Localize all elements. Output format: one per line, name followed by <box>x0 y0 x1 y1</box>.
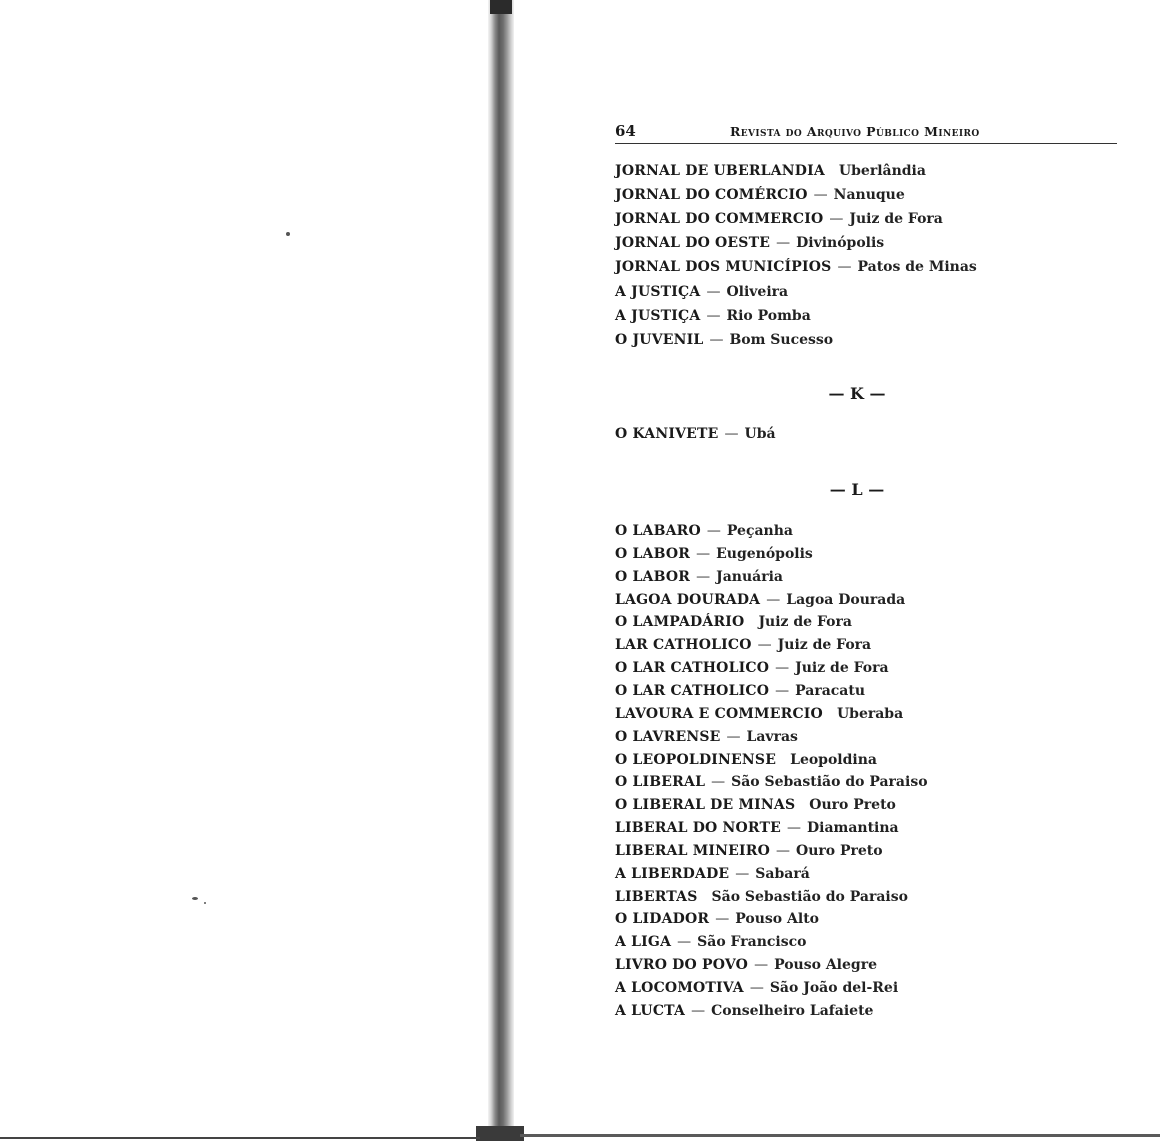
city-name: Rio Pomba <box>726 307 811 324</box>
index-entry <box>615 773 928 791</box>
newspaper-name: JORNAL DO COMMERCIO <box>615 211 824 228</box>
header-rule <box>615 143 1117 144</box>
city-name: Juiz de Fora <box>795 660 889 677</box>
separator-dash: — <box>696 545 711 562</box>
index-entry <box>615 186 905 204</box>
index-entry <box>615 682 865 700</box>
index-entry <box>615 1002 873 1020</box>
separator-dash: — <box>837 259 852 276</box>
newspaper-name: A LIBERDADE <box>615 865 730 882</box>
separator-dash: — <box>829 211 844 228</box>
newspaper-name: O JUVENIL <box>615 331 704 348</box>
newspaper-name: A LIGA <box>615 934 672 951</box>
index-entry <box>615 568 783 586</box>
city-name: Sabará <box>755 865 810 882</box>
city-name: Januária <box>716 568 783 585</box>
index-entry <box>615 545 813 563</box>
right-page <box>514 0 1160 1134</box>
separator-dash: — <box>749 980 764 996</box>
newspaper-name: A JUSTIÇA <box>615 307 701 324</box>
newspaper-name: LIVRO DO POVO <box>615 957 749 974</box>
index-entry <box>615 910 819 928</box>
separator-dash: — <box>724 426 739 442</box>
city-name: Ouro Preto <box>809 797 896 814</box>
city-name: Ouro Preto <box>796 842 883 859</box>
index-entry <box>615 636 871 654</box>
index-entry <box>615 751 877 769</box>
newspaper-name: JORNAL DO OESTE <box>615 235 771 252</box>
city-name: Lagoa Dourada <box>786 591 906 608</box>
page-number: 64 <box>615 122 636 140</box>
city-name: Juiz de Fora <box>777 637 872 654</box>
speck-mark <box>192 897 198 900</box>
newspaper-name: O LABOR <box>615 568 691 585</box>
section-heading-l: — L — <box>829 480 885 499</box>
index-entry <box>615 425 776 443</box>
index-entry <box>615 307 811 325</box>
newspaper-name: JORNAL DE UBERLANDIA <box>615 163 825 179</box>
index-entry <box>615 522 793 540</box>
separator-dash: — <box>691 1002 706 1019</box>
separator-dash: — <box>787 820 801 837</box>
newspaper-name: O LIDADOR <box>615 911 710 928</box>
city-name: São Francisco <box>697 934 807 951</box>
index-entry <box>615 659 889 677</box>
separator-dash: — <box>715 911 730 928</box>
newspaper-name: O LIBERAL DE MINAS <box>615 797 796 814</box>
separator-dash: — <box>776 842 791 859</box>
city-name: Lavras <box>746 728 798 745</box>
city-name: Leopoldina <box>790 751 877 768</box>
section-heading-k: — K — <box>828 384 886 403</box>
city-name: Pouso Alegre <box>774 957 877 974</box>
city-name: São Sebastião do Paraiso <box>731 774 928 791</box>
newspaper-name: O LIBERAL <box>615 774 706 791</box>
separator-dash: — <box>706 307 721 324</box>
newspaper-name: O LABOR <box>615 545 691 562</box>
newspaper-name: JORNAL DO COMÉRCIO <box>615 187 808 204</box>
newspaper-name: LAVOURA E COMMERCIO <box>615 705 823 722</box>
index-entry <box>615 162 926 180</box>
index-entry <box>615 705 903 723</box>
index-entry <box>615 819 899 837</box>
left-page <box>0 0 492 1141</box>
city-name: São João del-Rei <box>769 980 899 996</box>
city-name: Uberaba <box>836 705 904 722</box>
city-name: Uberlândia <box>838 163 926 179</box>
page-edge-right <box>520 1134 1160 1137</box>
city-name: Oliveira <box>726 283 789 300</box>
city-name: Diamantina <box>807 820 899 837</box>
separator-dash: — <box>754 957 769 974</box>
speck-mark <box>204 902 206 904</box>
speck-mark <box>286 232 290 236</box>
newspaper-name: O LEOPOLDINENSE <box>615 751 777 768</box>
index-entry <box>615 842 883 860</box>
city-name: Nanuque <box>833 187 905 204</box>
newspaper-name: O LAMPADÁRIO <box>615 614 745 631</box>
separator-dash: — <box>757 637 772 654</box>
newspaper-name: O LAR CATHOLICO <box>615 660 770 677</box>
city-name: Conselheiro Lafaiete <box>711 1002 874 1019</box>
newspaper-name: O KANIVETE <box>615 426 719 442</box>
newspaper-name: LAGOA DOURADA <box>615 591 761 608</box>
separator-dash: — <box>696 568 711 585</box>
separator-dash: — <box>711 774 726 791</box>
journal-title: Revista do Arquivo Público Mineiro <box>730 124 980 139</box>
index-entry <box>615 796 896 814</box>
index-entry <box>615 591 905 609</box>
city-name: Divinópolis <box>796 235 885 252</box>
index-entry <box>615 234 884 252</box>
running-header <box>615 118 1117 142</box>
separator-dash: — <box>775 682 790 699</box>
newspaper-name: LIBERAL MINEIRO <box>615 842 771 859</box>
city-name: Peçanha <box>726 523 793 539</box>
separator-dash: — <box>775 660 790 677</box>
newspaper-name: O LAR CATHOLICO <box>615 682 770 699</box>
index-entry <box>615 283 788 301</box>
city-name: Patos de Minas <box>857 259 977 276</box>
index-entry <box>615 210 943 228</box>
index-entry <box>615 865 810 883</box>
city-name: Bom Sucesso <box>729 331 834 348</box>
city-name: Juiz de Fora <box>849 211 943 228</box>
city-name: Ubá <box>744 426 776 442</box>
index-entry <box>615 888 908 906</box>
city-name: Eugenópolis <box>716 545 813 562</box>
newspaper-name: JORNAL DOS MUNICÍPIOS <box>615 259 832 276</box>
separator-dash: — <box>766 591 781 608</box>
separator-dash: — <box>709 331 724 348</box>
separator-dash: — <box>706 523 721 539</box>
newspaper-name: A JUSTIÇA <box>615 283 701 300</box>
index-entry <box>615 979 898 997</box>
newspaper-name: LIBERTAS <box>615 888 698 905</box>
newspaper-name: O LABARO <box>615 523 701 539</box>
city-name: Juiz de Fora <box>758 614 852 631</box>
separator-dash: — <box>677 934 692 951</box>
newspaper-name: A LUCTA <box>615 1002 686 1019</box>
separator-dash: — <box>813 187 828 204</box>
index-entry <box>615 613 852 631</box>
newspaper-name: O LAVRENSE <box>615 728 721 745</box>
page-edge-left <box>0 1137 480 1139</box>
spine-shadow-top <box>490 0 512 14</box>
newspaper-name: LIBERAL DO NORTE <box>615 820 781 837</box>
city-name: São Sebastião do Paraiso <box>711 888 908 905</box>
separator-dash: — <box>706 283 721 300</box>
separator-dash: — <box>776 235 791 252</box>
index-entry <box>615 933 806 951</box>
newspaper-name: LAR CATHOLICO <box>615 637 752 654</box>
index-entry <box>615 331 833 349</box>
separator-dash: — <box>735 865 750 882</box>
book-spine <box>488 0 514 1141</box>
newspaper-name: A LOCOMOTIVA <box>615 980 744 996</box>
city-name: Pouso Alto <box>735 911 819 928</box>
index-entry <box>615 728 798 746</box>
index-entry <box>615 956 877 974</box>
city-name: Paracatu <box>795 682 866 699</box>
index-entry <box>615 258 977 276</box>
separator-dash: — <box>726 728 741 745</box>
